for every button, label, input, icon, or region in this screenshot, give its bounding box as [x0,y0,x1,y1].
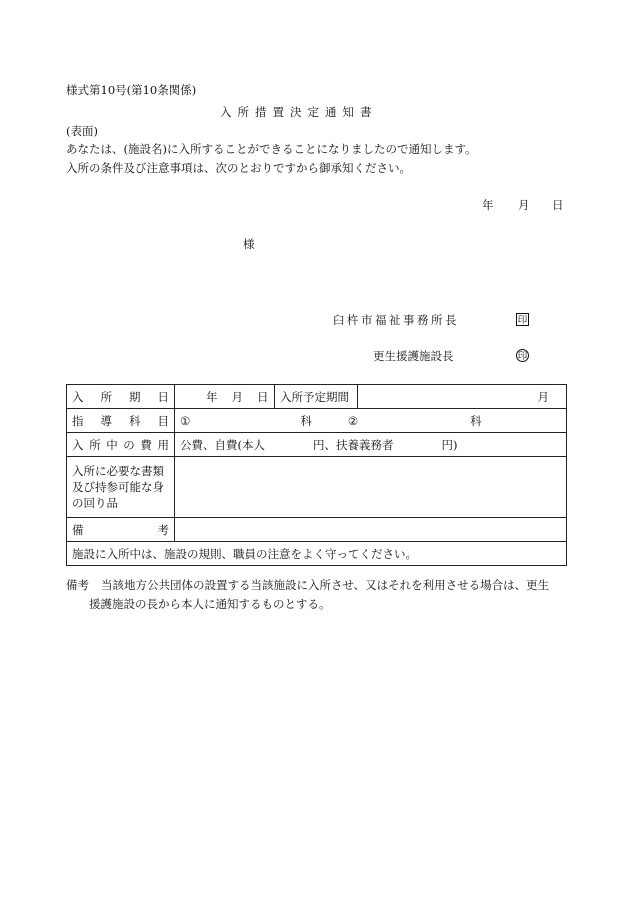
field-cost[interactable]: 公費、自費(本人 円、扶養義務者 円) [175,433,567,457]
field-planned-period[interactable]: 月 [358,385,567,409]
footnote-line-2: 援護施設の長から本人に通知するものとする。 [89,597,331,611]
table-row-remarks [67,518,567,542]
label-remarks: 備考 [67,518,175,542]
field-remarks[interactable] [175,518,567,542]
field-guidance-subjects[interactable]: ① 科 ② 科 [175,409,567,433]
notice-line-1: あなたは、(施設名)に入所することができることになりましたので通知します。 [66,142,477,156]
table-row-items [67,457,567,518]
form-number: 様式第10号(第10条関係) [66,83,197,97]
date-month: 月 [518,198,530,212]
table-row-notice [67,542,567,566]
document-title: 入所措置決定通知書 [220,105,378,119]
issuer-facility-head: 更生援護施設長 [373,349,454,363]
date-year: 年 [482,198,494,212]
field-admission-date[interactable]: 年 月 日 [175,385,275,409]
field-required-items[interactable] [175,457,567,518]
conditions-table [66,384,567,566]
issuer-welfare-office: 臼杵市福祉事務所長 [333,313,459,327]
facility-rules-notice: 施設に入所中は、施設の規則、職員の注意をよく守ってください。 [67,542,567,566]
side-indicator: (表面) [66,124,98,138]
recipient-suffix: 様 [243,237,255,251]
table-row-subjects [67,409,567,433]
seal-round-icon: 印 [517,351,528,362]
notice-line-2: 入所の条件及び注意事項は、次のとおりですから御承知ください。 [66,161,411,175]
label-planned-period: 入所予定期間 [275,385,358,409]
footnote-label: 備考 [66,578,89,592]
label-required-items: 入所に必要な書類及び持参可能な身の回り品 [67,457,175,518]
date-day: 日 [552,198,564,212]
footnote-line-1: 当該地方公共団体の設置する当該施設に入所させ、又はそれを利用させる場合は、更生 [101,578,550,592]
label-admission-date: 入所期日 [67,385,175,409]
table-row-cost [67,433,567,457]
seal-stamp-icon: 印 [517,315,528,326]
table-row-period [67,385,567,409]
label-cost: 入所中の費用 [67,433,175,457]
label-guidance-subjects: 指導科目 [67,409,175,433]
